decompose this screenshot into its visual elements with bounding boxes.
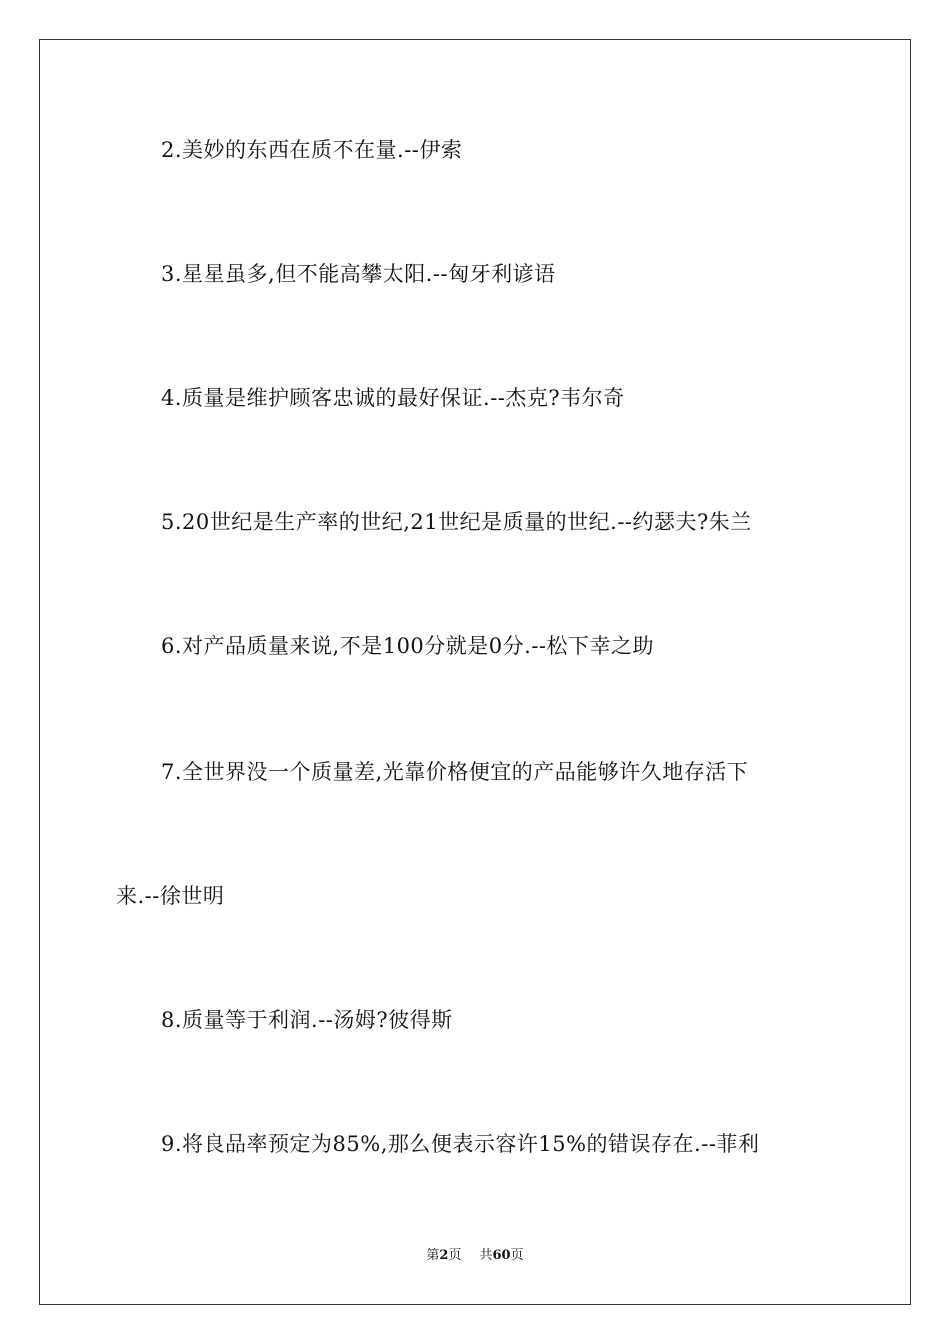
quote-line-8: 8.质量等于利润.--汤姆?彼得斯 [161,1008,453,1032]
quote-line-3: 3.星星虽多,但不能高攀太阳.--匈牙利谚语 [161,262,556,286]
quote-line-2: 2.美妙的东西在质不在量.--伊索 [161,138,463,162]
footer-page-number: 2 [439,1248,449,1263]
quote-line-6: 6.对产品质量来说,不是100分就是0分.--松下幸之助 [161,634,655,658]
quote-line-7: 7.全世界没一个质量差,光靠价格便宜的产品能够许久地存活下 [161,760,749,784]
quote-line-5: 5.20世纪是生产率的世纪,21世纪是质量的世纪.--约瑟夫?朱兰 [161,510,752,534]
page-frame [39,39,911,1305]
quote-line-9: 9.将良品率预定为85%,那么便表示容许15%的错误存在.--菲利 [161,1132,760,1156]
page-footer [0,1248,950,1264]
quote-line-7-continuation: 来.--徐世明 [116,884,225,908]
footer-total-prefix: 共 [479,1248,493,1263]
quote-line-4: 4.质量是维护顾客忠诚的最好保证.--杰克?韦尔奇 [161,386,625,410]
footer-page-suffix: 页 [448,1248,462,1263]
footer-total-suffix: 页 [510,1248,524,1263]
footer-page-prefix: 第 [426,1248,440,1263]
footer-total-number: 60 [492,1248,511,1263]
